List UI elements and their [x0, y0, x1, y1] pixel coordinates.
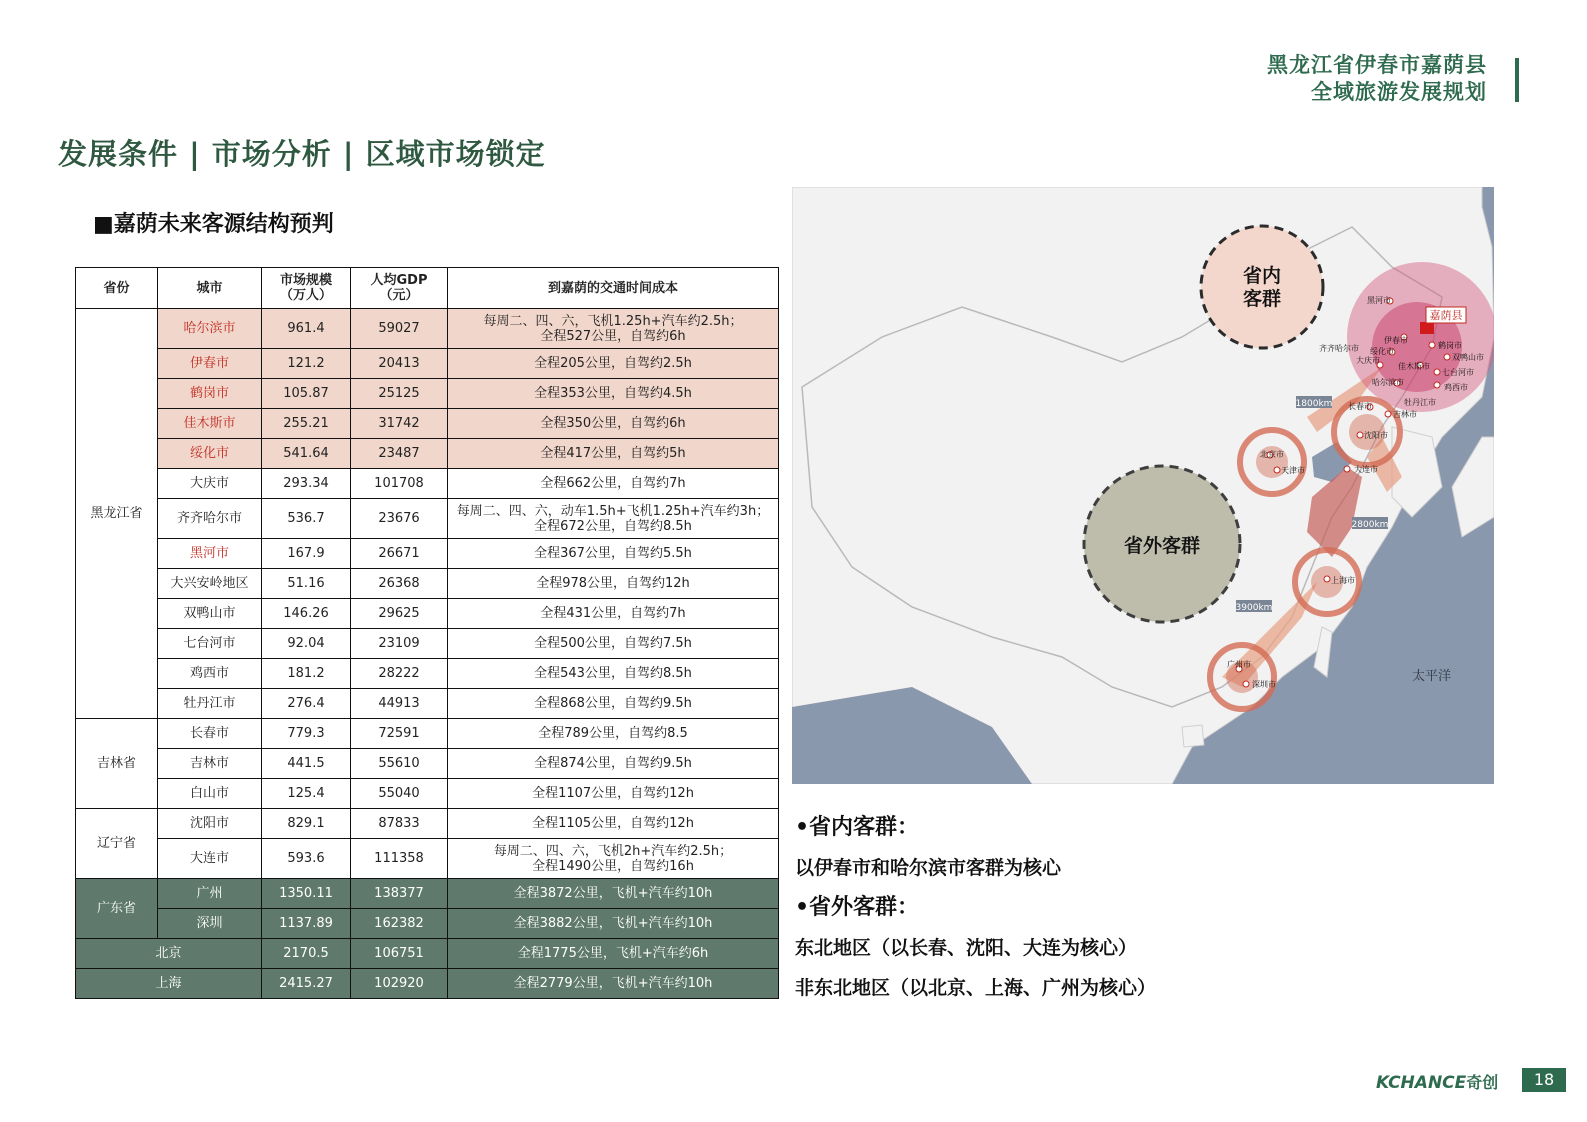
- header-province: 省份: [76, 268, 158, 309]
- city-cell: 鹤岗市: [158, 379, 262, 409]
- transport-cell: 全程868公里，自驾约9.5h: [448, 689, 779, 719]
- table-header-row: [76, 268, 779, 309]
- city-label: 天津市: [1281, 466, 1305, 475]
- section-title: ■嘉荫未来客源结构预判: [93, 212, 334, 237]
- table-row: [76, 879, 779, 909]
- kchance-logo: [1376, 1070, 1498, 1093]
- city-dot: [1274, 467, 1280, 473]
- header-market-l2: （万人）: [279, 288, 332, 303]
- dist-3900: 3900km: [1235, 603, 1273, 613]
- city-cell: 白山市: [158, 779, 262, 809]
- city-label: 哈尔滨市: [1372, 378, 1404, 387]
- city-cell: 北京: [76, 939, 262, 969]
- table-row: [76, 749, 779, 779]
- city-label: 深圳市: [1252, 680, 1276, 689]
- transport-cell: 全程3872公里，飞机+汽车约10h: [448, 879, 779, 909]
- gdp-cell: 20413: [351, 349, 448, 379]
- market-cell: 125.4: [262, 779, 351, 809]
- transport-cell: [448, 499, 779, 539]
- gdp-cell: 162382: [351, 909, 448, 939]
- city-cell: 哈尔滨市: [158, 309, 262, 349]
- city-dot: [1324, 576, 1330, 582]
- province-liaoning: 辽宁省: [76, 809, 158, 879]
- transport-line1: 每周二、四、六，飞机2h+汽车约2.5h；: [493, 843, 733, 859]
- city-cell: 上海: [76, 969, 262, 999]
- market-cell: 2170.5: [262, 939, 351, 969]
- gdp-cell: 138377: [351, 879, 448, 909]
- market-cell: 276.4: [262, 689, 351, 719]
- city-label: 大连市: [1354, 465, 1378, 474]
- city-cell: 大连市: [158, 839, 262, 879]
- header-gdp-l2: （元）: [379, 288, 419, 303]
- city-label: 齐齐哈尔市: [1319, 344, 1359, 353]
- project-title: [1267, 52, 1487, 106]
- market-table: [75, 267, 779, 999]
- city-label: 鸡西市: [1444, 383, 1468, 392]
- inner-market-text: 以伊春市和哈尔滨市客群为核心: [795, 857, 1062, 879]
- transport-cell: 全程874公里，自驾约9.5h: [448, 749, 779, 779]
- transport-cell: 全程789公里，自驾约8.5: [448, 719, 779, 749]
- market-cell: 541.64: [262, 439, 351, 469]
- market-cell: 255.21: [262, 409, 351, 439]
- transport-cell: 全程662公里，自驾约7h: [448, 469, 779, 499]
- city-dot: [1444, 354, 1450, 360]
- market-cell: 1350.11: [262, 879, 351, 909]
- city-label: 牡丹江市: [1404, 398, 1436, 407]
- table-row: [76, 969, 779, 999]
- table-row: [76, 409, 779, 439]
- transport-line1: 每周二、四、六，动车1.5h+飞机1.25h+汽车约3h；: [456, 503, 770, 519]
- gdp-cell: 44913: [351, 689, 448, 719]
- gdp-cell: 23109: [351, 629, 448, 659]
- inner-market-heading: •省内客群：: [795, 815, 920, 840]
- gdp-cell: 102920: [351, 969, 448, 999]
- jiayin-marker: [1420, 322, 1434, 334]
- city-label: 上海市: [1331, 576, 1355, 585]
- city-label: 大庆市: [1356, 356, 1380, 365]
- page-title: 发展条件 | 市场分析 | 区域市场锁定: [58, 137, 546, 171]
- transport-line2: 全程1490公里，自驾约16h: [532, 858, 694, 874]
- city-cell: 沈阳市: [158, 809, 262, 839]
- transport-cell: 全程543公里，自驾约8.5h: [448, 659, 779, 689]
- city-label: 黑河市: [1367, 296, 1391, 305]
- market-cell: 536.7: [262, 499, 351, 539]
- pacific-label: 太平洋: [1412, 669, 1452, 684]
- header-transport: 到嘉荫的交通时间成本: [448, 268, 779, 309]
- city-dot: [1434, 382, 1440, 388]
- city-cell: 齐齐哈尔市: [158, 499, 262, 539]
- market-map: [792, 187, 1494, 784]
- transport-line1: 每周二、四、六，飞机1.25h+汽车约2.5h；: [483, 313, 743, 329]
- gdp-cell: 55040: [351, 779, 448, 809]
- city-label: 北京市: [1260, 450, 1284, 459]
- city-label: 绥化市: [1370, 347, 1394, 356]
- gdp-cell: 26368: [351, 569, 448, 599]
- city-cell: 深圳: [158, 909, 262, 939]
- jiayin-label: 嘉荫县: [1429, 309, 1463, 322]
- page-number: 18: [1522, 1068, 1566, 1092]
- city-label: 鹤岗市: [1438, 341, 1462, 350]
- city-cell: 大庆市: [158, 469, 262, 499]
- header-city: 城市: [158, 268, 262, 309]
- city-cell: 长春市: [158, 719, 262, 749]
- transport-cell: [448, 839, 779, 879]
- table-row: [76, 539, 779, 569]
- city-label: 七台河市: [1442, 368, 1474, 377]
- table-row: [76, 439, 779, 469]
- transport-cell: 全程1775公里，飞机+汽车约6h: [448, 939, 779, 969]
- gdp-cell: 31742: [351, 409, 448, 439]
- market-cell: 146.26: [262, 599, 351, 629]
- table-row: [76, 629, 779, 659]
- transport-cell: 全程2779公里，飞机+汽车约10h: [448, 969, 779, 999]
- gdp-cell: 26671: [351, 539, 448, 569]
- table-row: [76, 349, 779, 379]
- transport-line2: 全程527公里，自驾约6h: [540, 328, 686, 344]
- inner-circle-label-1: 省内: [1242, 265, 1282, 287]
- outer-market-heading: •省外客群：: [795, 895, 920, 920]
- city-cell: 牡丹江市: [158, 689, 262, 719]
- header-market-l1: 市场规模: [279, 273, 332, 288]
- city-dot: [1434, 369, 1440, 375]
- header-gdp: [351, 268, 448, 309]
- city-label: 广州市: [1227, 660, 1251, 669]
- table-row: [76, 379, 779, 409]
- table-row: [76, 839, 779, 879]
- gdp-cell: 87833: [351, 809, 448, 839]
- city-cell: 佳木斯市: [158, 409, 262, 439]
- outer-circle-label: 省外客群: [1123, 535, 1201, 557]
- market-cell: 961.4: [262, 309, 351, 349]
- table-row: [76, 719, 779, 749]
- gdp-cell: 72591: [351, 719, 448, 749]
- transport-line2: 全程672公里，自驾约8.5h: [534, 518, 692, 534]
- city-cell: 绥化市: [158, 439, 262, 469]
- table-row: [76, 809, 779, 839]
- logo-en: KCHANCE: [1376, 1073, 1467, 1093]
- gdp-cell: 101708: [351, 469, 448, 499]
- market-cell: 167.9: [262, 539, 351, 569]
- city-label: 沈阳市: [1364, 431, 1388, 440]
- table-row: [76, 659, 779, 689]
- city-label: 双鸭山市: [1452, 353, 1484, 362]
- market-cell: 293.34: [262, 469, 351, 499]
- market-cell: 105.87: [262, 379, 351, 409]
- table-row: [76, 939, 779, 969]
- city-cell: 大兴安岭地区: [158, 569, 262, 599]
- transport-cell: 全程417公里，自驾约5h: [448, 439, 779, 469]
- header-gdp-l1: 人均GDP: [370, 273, 428, 288]
- table-row: [76, 909, 779, 939]
- dist-1800: 1800km: [1295, 399, 1333, 409]
- market-cell: 92.04: [262, 629, 351, 659]
- logo-cn: 奇创: [1466, 1073, 1499, 1092]
- table-row: [76, 469, 779, 499]
- gdp-cell: 59027: [351, 309, 448, 349]
- transport-cell: 全程1105公里，自驾约12h: [448, 809, 779, 839]
- city-label: 佳木斯市: [1398, 362, 1430, 371]
- city-dot: [1357, 432, 1363, 438]
- market-cell: 1137.89: [262, 909, 351, 939]
- transport-cell: 全程500公里，自驾约7.5h: [448, 629, 779, 659]
- province-guangdong: 广东省: [76, 879, 158, 939]
- market-cell: 181.2: [262, 659, 351, 689]
- project-title-line1: 黑龙江省伊春市嘉荫县: [1267, 53, 1487, 77]
- market-cell: 593.6: [262, 839, 351, 879]
- gdp-cell: 55610: [351, 749, 448, 779]
- market-cell: 829.1: [262, 809, 351, 839]
- transport-cell: 全程205公里，自驾约2.5h: [448, 349, 779, 379]
- city-dot: [1385, 411, 1391, 417]
- gdp-cell: 23487: [351, 439, 448, 469]
- transport-cell: 全程431公里，自驾约7h: [448, 599, 779, 629]
- hainan-island: [1182, 725, 1204, 747]
- city-dot: [1344, 466, 1350, 472]
- inner-market-circle: [1201, 226, 1323, 348]
- table-row: [76, 309, 779, 349]
- market-cell: 441.5: [262, 749, 351, 779]
- city-label: 长春市: [1348, 402, 1372, 411]
- transport-cell: [448, 309, 779, 349]
- province-jilin: 吉林省: [76, 719, 158, 809]
- city-cell: 广州: [158, 879, 262, 909]
- transport-cell: 全程350公里，自驾约6h: [448, 409, 779, 439]
- transport-cell: 全程978公里，自驾约12h: [448, 569, 779, 599]
- dist-2800: 2800km: [1351, 520, 1389, 530]
- market-cell: 51.16: [262, 569, 351, 599]
- table-row: [76, 689, 779, 719]
- gdp-cell: 28222: [351, 659, 448, 689]
- market-cell: 779.3: [262, 719, 351, 749]
- table-row: [76, 499, 779, 539]
- city-cell: 双鸭山市: [158, 599, 262, 629]
- table-row: [76, 569, 779, 599]
- transport-cell: 全程1107公里，自驾约12h: [448, 779, 779, 809]
- inner-circle-label-2: 客群: [1242, 288, 1282, 310]
- project-title-line2: 全域旅游发展规划: [1311, 80, 1487, 104]
- transport-cell: 全程367公里，自驾约5.5h: [448, 539, 779, 569]
- gdp-cell: 25125: [351, 379, 448, 409]
- city-cell: 七台河市: [158, 629, 262, 659]
- gdp-cell: 29625: [351, 599, 448, 629]
- city-cell: 吉林市: [158, 749, 262, 779]
- market-cell: 2415.27: [262, 969, 351, 999]
- province-heilongjiang: 黑龙江省: [76, 309, 158, 719]
- city-cell: 伊春市: [158, 349, 262, 379]
- city-label: 伊春市: [1384, 336, 1408, 345]
- market-summary: [795, 808, 1156, 1008]
- transport-cell: 全程353公里，自驾约4.5h: [448, 379, 779, 409]
- table-row: [76, 599, 779, 629]
- city-label: 吉林市: [1393, 410, 1417, 419]
- city-cell: 黑河市: [158, 539, 262, 569]
- outer-market-text-1: 东北地区（以长春、沈阳、大连为核心）: [795, 937, 1138, 959]
- outer-market-text-2: 非东北地区（以北京、上海、广州为核心）: [795, 977, 1157, 999]
- header-divider: [1515, 58, 1519, 102]
- gdp-cell: 23676: [351, 499, 448, 539]
- city-dot: [1243, 681, 1249, 687]
- header-market: [262, 268, 351, 309]
- market-cell: 121.2: [262, 349, 351, 379]
- gdp-cell: 106751: [351, 939, 448, 969]
- city-dot: [1429, 342, 1435, 348]
- transport-cell: 全程3882公里，飞机+汽车约10h: [448, 909, 779, 939]
- gdp-cell: 111358: [351, 839, 448, 879]
- city-cell: 鸡西市: [158, 659, 262, 689]
- table-row: [76, 779, 779, 809]
